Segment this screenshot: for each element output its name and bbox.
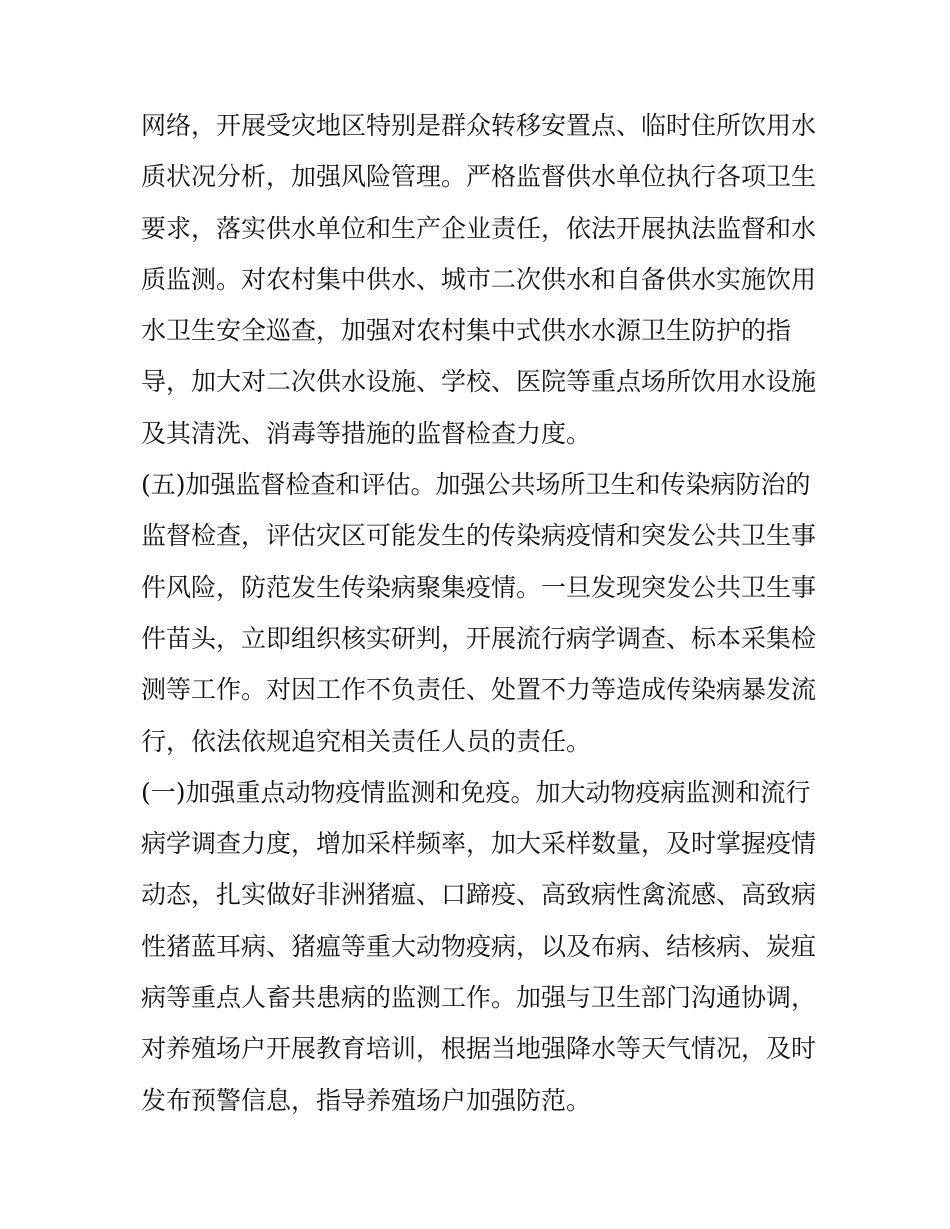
text-line: 水卫生安全巡查，加强对农村集中式供水水源卫生防护的指 xyxy=(141,316,792,346)
text-line: 件风险，防范发生传染病聚集疫情。一旦发现突发公共卫生事 xyxy=(141,572,816,602)
text-line: 病等重点人畜共患病的监测工作。加强与卫生部门沟通协调， xyxy=(141,983,816,1013)
text-line: 发布预警信息，指导养殖场户加强防范。 xyxy=(141,1085,592,1115)
text-line: 质状况分析，加强风险管理。严格监督供水单位执行各项卫生 xyxy=(141,162,816,192)
text-line: 对养殖场户开展教育培训，根据当地强降水等天气情况，及时 xyxy=(141,1034,816,1064)
text-line: 要求，落实供水单位和生产企业责任，依法开展执法监督和水 xyxy=(141,213,816,243)
text-line: 病学调查力度，增加采样频率，加大采样数量，及时掌握疫情 xyxy=(141,829,816,859)
text-line: 性猪蓝耳病、猪瘟等重大动物疫病，以及布病、结核病、炭疽 xyxy=(141,931,816,961)
text-line: 动态，扎实做好非洲猪瘟、口蹄疫、高致病性禽流感、高致病 xyxy=(141,880,816,910)
text-line: 质监测。对农村集中供水、城市二次供水和自备供水实施饮用 xyxy=(141,264,816,294)
text-line: 测等工作。对因工作不负责任、处置不力等造成传染病暴发流 xyxy=(141,675,816,705)
text-line: 及其清洗、消毒等措施的监督检查力度。 xyxy=(141,418,592,448)
body-text xyxy=(141,100,816,1126)
section-heading-line: (一)加强重点动物疫情监测和免疫。加大动物疫病监测和流行 xyxy=(141,777,811,807)
text-line: 行，依法依规追究相关责任人员的责任。 xyxy=(141,726,592,756)
section-heading-line: (五)加强监督检查和评估。加强公共场所卫生和传染病防治的 xyxy=(141,470,811,500)
text-line: 导，加大对二次供水设施、学校、医院等重点场所饮用水设施 xyxy=(141,367,816,397)
text-line: 件苗头，立即组织核实研判，开展流行病学调查、标本采集检 xyxy=(141,623,816,653)
text-line: 监督检查，评估灾区可能发生的传染病疫情和突发公共卫生事 xyxy=(141,521,816,551)
text-line: 网络，开展受灾地区特别是群众转移安置点、临时住所饮用水 xyxy=(141,111,816,140)
